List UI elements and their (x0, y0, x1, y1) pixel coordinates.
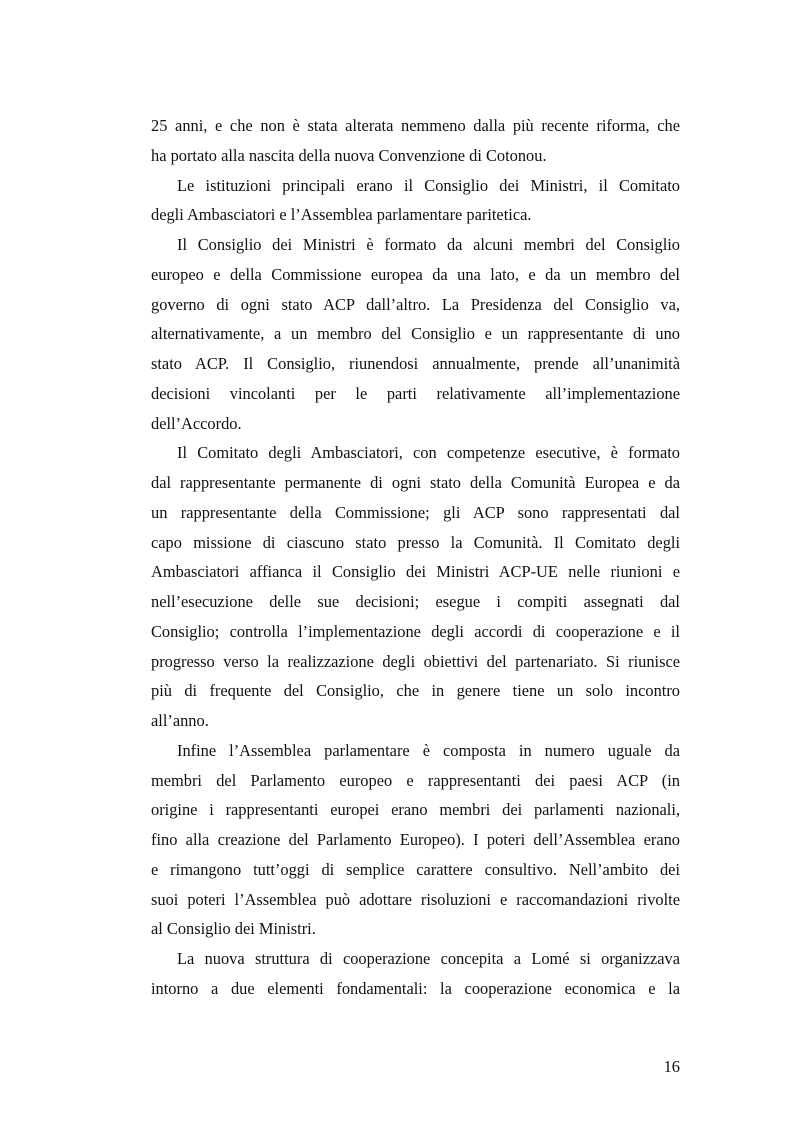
page-body (151, 111, 680, 1004)
text-line: Le istituzioni principali erano il Consiglio dei Ministri, il Comitato (177, 175, 680, 195)
text-line: Il Consiglio dei Ministri è formato da alcuni membri del Consiglio (177, 235, 680, 254)
text-line: Ambasciatori affianca il Consiglio dei Ministri ACP-UE nelle riunioni e (151, 562, 680, 582)
text-line: 25 anni, e che non è stata alterata nemmeno dalla più recente riforma, che (151, 116, 680, 135)
text-line: alternativamente, a un membro del Consiglio e un rappresentante di uno (151, 324, 680, 344)
text-line: ha portato alla nascita della nuova Convenzione di Cotonou. (151, 145, 547, 165)
text-line: intorno a due elementi fondamentali: la cooperazione economica e la (151, 978, 680, 998)
text-line: Il Comitato degli Ambasciatori, con competenze esecutive, è formato (177, 443, 680, 463)
text-line: governo di ogni stato ACP dall’altro. La Presidenza del Consiglio va, (151, 294, 680, 314)
text-line: Consiglio; controlla l’implementazione degli accordi di cooperazione e il (151, 621, 680, 641)
text-line: stato ACP. Il Consiglio, riunendosi annualmente, prende all’unanimità (151, 354, 680, 373)
text-line: capo missione di ciascuno stato presso la Comunità. Il Comitato degli (151, 532, 680, 552)
text-line: degli Ambasciatori e l’Assemblea parlamentare paritetica. (151, 205, 532, 225)
text-line: al Consiglio dei Ministri. (151, 919, 316, 939)
text-line: membri del Parlamento europeo e rappresentanti dei paesi ACP (in (151, 770, 680, 790)
text-line: nell’esecuzione delle sue decisioni; esegue i compiti assegnati dal (151, 592, 680, 611)
text-line: europeo e della Commissione europea da una lato, e da un membro del (151, 264, 680, 284)
text-line: e rimangono tutt’oggi di semplice carattere consultivo. Nell’ambito dei (151, 859, 680, 879)
page-number: 16 (663, 1057, 680, 1076)
text-line: più di frequente del Consiglio, che in genere tiene un solo incontro (151, 681, 680, 701)
text-line: progresso verso la realizzazione degli obiettivi del partenariato. Si riunisce (151, 651, 680, 671)
text-line: fino alla creazione del Parlamento Europeo). I poteri dell’Assemblea erano (151, 830, 680, 849)
text-line: suoi poteri l’Assemblea può adottare risoluzioni e raccomandazioni rivolte (151, 889, 680, 909)
text-line: decisioni vincolanti per le parti relativamente all’implementazione (151, 383, 680, 403)
text-line: dell’Accordo. (151, 413, 242, 433)
text-line: La nuova struttura di cooperazione concepita a Lomé si organizzava (177, 949, 680, 968)
text-line: Infine l’Assemblea parlamentare è composta in numero uguale da (177, 740, 680, 760)
text-line: origine i rappresentanti europei erano membri dei parlamenti nazionali, (151, 800, 680, 820)
text-line: dal rappresentante permanente di ogni stato della Comunità Europea e da (151, 473, 680, 492)
text-line: un rappresentante della Commissione; gli ACP sono rappresentati dal (151, 502, 680, 522)
text-line: all’anno. (151, 711, 209, 730)
